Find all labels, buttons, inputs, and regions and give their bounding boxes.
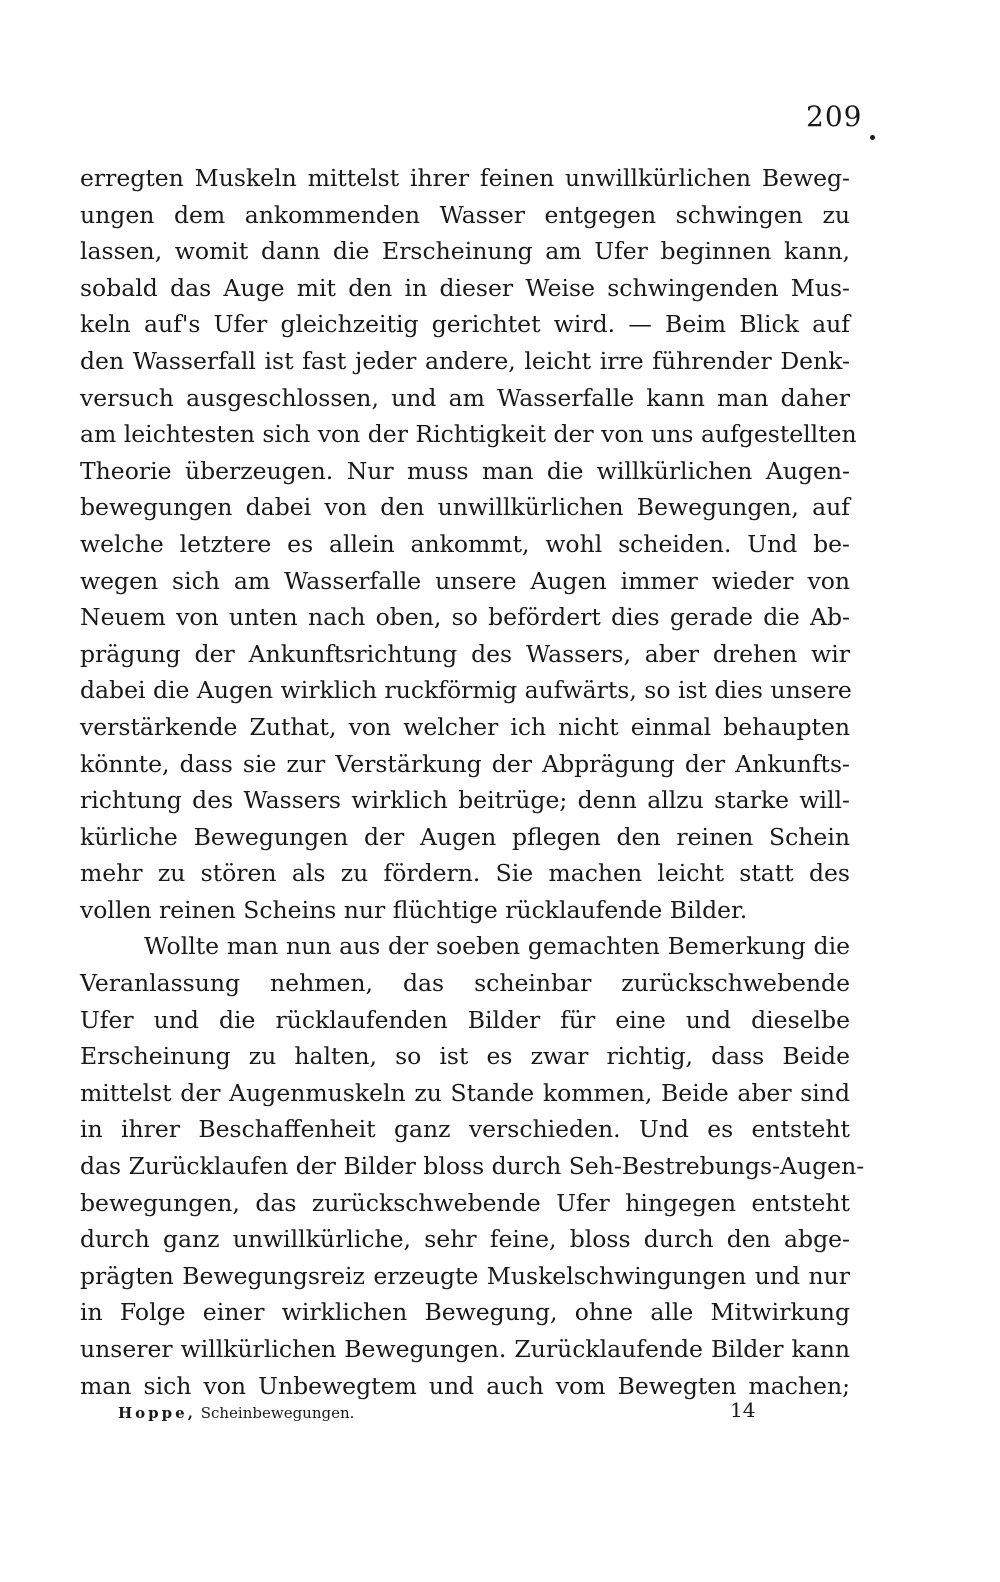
text-line: man sich von Unbewegtem und auch vom Bewegten machen; [80,1371,850,1400]
signature-mark: 14 [730,1398,756,1422]
text-line: durch ganz unwillkürliche, sehr feine, bloss durch den abge- [80,1225,850,1254]
text-line: richtung des Wassers wirklich beitrüge; denn allzu starke will- [80,786,850,815]
text-line: sobald das Auge mit den in dieser Weise schwingenden Mus- [80,273,850,302]
paragraph-end-line: vollen reinen Scheins nur flüchtige rücklaufende Bilder. [80,895,748,924]
text-line: Neuem von unten nach oben, so befördert dies gerade die Ab- [80,603,850,632]
text-line: in Folge einer wirklichen Bewegung, ohne alle Mitwirkung [80,1298,850,1327]
text-line: erregten Muskeln mittelst ihrer feinen unwillkürlichen Beweg- [80,164,850,192]
text-line: kürliche Bewegungen der Augen pflegen den reinen Schein [80,822,850,851]
text-line: mittelst der Augenmuskeln zu Stande kommen, Beide aber sind [80,1078,850,1107]
text-line: welche letztere es allein ankommt, wohl scheiden. Und be- [80,529,850,558]
text-line: prägten Bewegungsreiz erzeugte Muskelschwingungen und nur [80,1261,850,1290]
text-line: bewegungen, das zurückschwebende Ufer hingegen entsteht [80,1188,850,1217]
page-footer [118,1398,758,1422]
text-line: lassen, womit dann die Erscheinung am Ufer beginnen kann, [80,237,850,266]
text-line: könnte, dass sie zur Verstärkung der Abprägung der Ankunfts- [80,749,850,778]
text-line: am leichtesten sich von der Richtigkeit der von uns aufgestellten [80,420,857,449]
text-line: Erscheinung zu halten, so ist es zwar richtig, dass Beide [80,1042,850,1071]
text-line: bewegungen dabei von den unwillkürlichen Bewegungen, auf [80,493,850,522]
footer-title: Scheinbewegungen. [200,1404,355,1422]
text-line: ungen dem ankommenden Wasser entgegen schwingen zu [80,200,850,229]
paragraph-start-line: Wollte man nun aus der soeben gemachten Bemerkung die [144,932,850,961]
text-line: mehr zu stören als zu fördern. Sie machen leicht statt des [80,859,850,888]
text-line: Veranlassung nehmen, das scheinbar zurückschwebende [80,969,850,998]
text-line: unserer willkürlichen Bewegungen. Zurücklaufende Bilder kann [80,1335,850,1363]
text-line: verstärkende Zuthat, von welcher ich nicht einmal behaupten [80,712,850,741]
text-line: versuch ausgeschlossen, und am Wasserfalle kann man daher [80,383,850,412]
text-line: in ihrer Beschaffenheit ganz verschieden. Und es entsteht [80,1115,850,1144]
text-line: Ufer und die rücklaufenden Bilder für eine und dieselbe [80,1005,850,1034]
body-text [80,160,865,1404]
text-line: Theorie überzeugen. Nur muss man die willkürlichen Augen- [80,456,850,485]
footer-author: Hoppe, [118,1404,196,1422]
page-number: 209 [806,100,863,133]
text-line: prägung der Ankunftsrichtung des Wassers, aber drehen wir [80,639,850,668]
text-line: den Wasserfall ist fast jeder andere, leicht irre führender Denk- [80,346,850,375]
text-line: dabei die Augen wirklich ruckförmig aufwärts, so ist dies unsere [80,676,852,705]
text-line: wegen sich am Wasserfalle unsere Augen immer wieder von [80,566,850,595]
page-dot [870,135,875,140]
text-line: keln auf's Ufer gleichzeitig gerichtet wird. — Beim Blick auf [80,310,850,339]
text-line: das Zurücklaufen der Bilder bloss durch Seh-Bestrebungs-Augen- [80,1152,865,1181]
